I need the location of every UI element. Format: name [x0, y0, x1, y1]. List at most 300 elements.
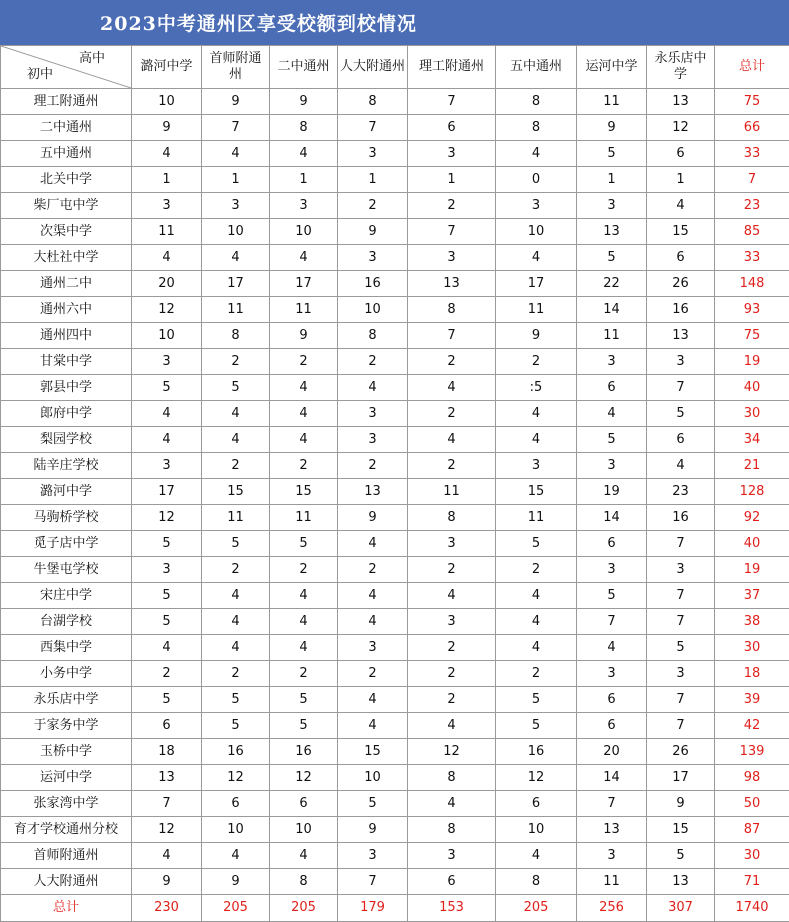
quota-cell: 12 — [647, 115, 715, 141]
row-total-cell: 30 — [715, 401, 789, 427]
quota-cell: 4 — [647, 453, 715, 479]
row-school-name: 觅子店中学 — [1, 531, 132, 557]
quota-cell: 10 — [132, 89, 202, 115]
corner-top-label: 高中 — [78, 51, 105, 66]
quota-cell: 11 — [577, 89, 647, 115]
quota-cell: 3 — [338, 843, 408, 869]
quota-cell: 13 — [132, 765, 202, 791]
row-school-name: 小务中学 — [1, 661, 132, 687]
quota-cell: 2 — [270, 453, 338, 479]
quota-cell: 5 — [577, 583, 647, 609]
quota-cell: 9 — [132, 869, 202, 895]
quota-cell: 5 — [132, 609, 202, 635]
quota-cell: 3 — [496, 453, 577, 479]
table-row — [1, 167, 789, 193]
quota-cell: 16 — [647, 297, 715, 323]
quota-cell: 9 — [496, 323, 577, 349]
quota-cell: 3 — [202, 193, 270, 219]
quota-cell: 1 — [408, 167, 496, 193]
quota-cell: 2 — [408, 557, 496, 583]
quota-cell: 7 — [338, 115, 408, 141]
row-total-cell: 40 — [715, 531, 789, 557]
row-school-name: 张家湾中学 — [1, 791, 132, 817]
row-total-cell: 23 — [715, 193, 789, 219]
row-school-name: 通州四中 — [1, 323, 132, 349]
quota-cell: 13 — [647, 869, 715, 895]
quota-cell: 15 — [202, 479, 270, 505]
quota-cell: 20 — [132, 271, 202, 297]
totals-cell: 153 — [408, 895, 496, 922]
quota-cell: 4 — [202, 245, 270, 271]
row-school-name: 永乐店中学 — [1, 687, 132, 713]
quota-cell: 4 — [338, 375, 408, 401]
quota-cell: 6 — [577, 687, 647, 713]
column-header: 潞河中学 — [132, 46, 202, 89]
quota-cell: 2 — [338, 453, 408, 479]
quota-cell: 7 — [408, 219, 496, 245]
column-header: 理工附通州 — [408, 46, 496, 89]
quota-cell: 4 — [338, 713, 408, 739]
column-header: 五中通州 — [496, 46, 577, 89]
quota-cell: 8 — [496, 115, 577, 141]
quota-cell: 4 — [338, 531, 408, 557]
quota-cell: 10 — [132, 323, 202, 349]
quota-cell: 11 — [496, 297, 577, 323]
quota-cell: 16 — [496, 739, 577, 765]
quota-cell: 1 — [132, 167, 202, 193]
row-school-name: 通州六中 — [1, 297, 132, 323]
quota-cell: 4 — [270, 843, 338, 869]
quota-cell: 10 — [202, 219, 270, 245]
row-school-name: 五中通州 — [1, 141, 132, 167]
quota-cell: 13 — [647, 89, 715, 115]
table-row — [1, 609, 789, 635]
row-school-name: 玉桥中学 — [1, 739, 132, 765]
quota-cell: 9 — [647, 791, 715, 817]
row-total-cell: 98 — [715, 765, 789, 791]
quota-cell: 7 — [647, 609, 715, 635]
quota-cell: 5 — [338, 791, 408, 817]
corner-cell — [1, 46, 132, 89]
quota-cell: 4 — [647, 193, 715, 219]
quota-cell: 5 — [132, 687, 202, 713]
quota-cell: 4 — [132, 635, 202, 661]
quota-cell: 13 — [408, 271, 496, 297]
quota-cell: 6 — [647, 141, 715, 167]
table-row — [1, 219, 789, 245]
quota-cell: 3 — [408, 531, 496, 557]
column-header: 首师附通州 — [202, 46, 270, 89]
quota-cell: 4 — [496, 609, 577, 635]
quota-cell: 13 — [577, 817, 647, 843]
row-total-cell: 85 — [715, 219, 789, 245]
quota-cell: 7 — [647, 687, 715, 713]
quota-cell: 4 — [270, 401, 338, 427]
table-row — [1, 271, 789, 297]
row-total-cell: 37 — [715, 583, 789, 609]
quota-cell: :5 — [496, 375, 577, 401]
table-row — [1, 531, 789, 557]
quota-cell: 4 — [132, 427, 202, 453]
quota-cell: 2 — [496, 661, 577, 687]
quota-cell: 8 — [270, 115, 338, 141]
quota-cell: 3 — [577, 193, 647, 219]
quota-cell: 7 — [577, 609, 647, 635]
table-row — [1, 817, 789, 843]
quota-cell: 4 — [270, 635, 338, 661]
quota-cell: 4 — [270, 141, 338, 167]
quota-cell: 9 — [270, 323, 338, 349]
quota-cell: 9 — [270, 89, 338, 115]
row-school-name: 首师附通州 — [1, 843, 132, 869]
row-total-cell: 128 — [715, 479, 789, 505]
corner-bottom-label: 初中 — [27, 67, 54, 82]
quota-cell: 20 — [577, 739, 647, 765]
quota-cell: 2 — [408, 193, 496, 219]
table-row — [1, 141, 789, 167]
quota-cell: 4 — [496, 583, 577, 609]
quota-cell: 7 — [647, 583, 715, 609]
quota-cell: 4 — [202, 583, 270, 609]
row-total-cell: 30 — [715, 843, 789, 869]
quota-cell: 2 — [496, 557, 577, 583]
row-school-name: 马驹桥学校 — [1, 505, 132, 531]
table-row — [1, 479, 789, 505]
quota-cell: 3 — [647, 557, 715, 583]
quota-cell: 13 — [647, 323, 715, 349]
quota-cell: 9 — [338, 219, 408, 245]
quota-cell: 8 — [270, 869, 338, 895]
quota-cell: 7 — [132, 791, 202, 817]
quota-cell: 6 — [496, 791, 577, 817]
quota-cell: 4 — [577, 635, 647, 661]
quota-cell: 12 — [132, 817, 202, 843]
quota-cell: 6 — [647, 427, 715, 453]
quota-cell: 3 — [132, 557, 202, 583]
quota-cell: 5 — [577, 245, 647, 271]
quota-cell: 7 — [647, 375, 715, 401]
quota-cell: 5 — [202, 531, 270, 557]
quota-cell: 6 — [577, 713, 647, 739]
diagonal-divider — [1, 46, 131, 88]
row-school-name: 台湖学校 — [1, 609, 132, 635]
quota-cell: 14 — [577, 765, 647, 791]
row-total-cell: 34 — [715, 427, 789, 453]
table-row — [1, 687, 789, 713]
quota-cell: 4 — [202, 427, 270, 453]
quota-cell: 0 — [496, 167, 577, 193]
row-total-cell: 148 — [715, 271, 789, 297]
row-school-name: 二中通州 — [1, 115, 132, 141]
row-total-cell: 33 — [715, 141, 789, 167]
row-school-name: 潞河中学 — [1, 479, 132, 505]
row-school-name: 北关中学 — [1, 167, 132, 193]
quota-cell: 4 — [338, 583, 408, 609]
row-total-cell: 19 — [715, 349, 789, 375]
quota-cell: 10 — [270, 817, 338, 843]
row-total-cell: 19 — [715, 557, 789, 583]
totals-cell: 179 — [338, 895, 408, 922]
quota-cell: 4 — [496, 141, 577, 167]
row-total-cell: 21 — [715, 453, 789, 479]
table-row — [1, 297, 789, 323]
quota-cell: 17 — [647, 765, 715, 791]
quota-cell: 2 — [408, 635, 496, 661]
quota-cell: 6 — [408, 115, 496, 141]
quota-cell: 3 — [338, 141, 408, 167]
quota-cell: 16 — [647, 505, 715, 531]
quota-cell: 7 — [647, 713, 715, 739]
row-school-name: 甘棠中学 — [1, 349, 132, 375]
quota-cell: 9 — [577, 115, 647, 141]
table-row — [1, 401, 789, 427]
table-row — [1, 635, 789, 661]
quota-cell: 3 — [338, 427, 408, 453]
table-row — [1, 869, 789, 895]
quota-cell: 4 — [338, 687, 408, 713]
row-school-name: 人大附通州 — [1, 869, 132, 895]
quota-cell: 4 — [270, 375, 338, 401]
quota-cell: 5 — [647, 635, 715, 661]
quota-cell: 12 — [132, 505, 202, 531]
quota-cell: 2 — [132, 661, 202, 687]
quota-cell: 19 — [577, 479, 647, 505]
quota-cell: 4 — [270, 427, 338, 453]
quota-cell: 3 — [338, 635, 408, 661]
quota-cell: 14 — [577, 297, 647, 323]
row-school-name: 理工附通州 — [1, 89, 132, 115]
quota-cell: 3 — [496, 193, 577, 219]
quota-cell: 11 — [577, 869, 647, 895]
quota-cell: 10 — [338, 297, 408, 323]
quota-cell: 9 — [202, 89, 270, 115]
quota-cell: 5 — [647, 401, 715, 427]
row-total-cell: 18 — [715, 661, 789, 687]
table-row — [1, 765, 789, 791]
table-row — [1, 453, 789, 479]
quota-cell: 15 — [647, 817, 715, 843]
table-row — [1, 427, 789, 453]
quota-cell: 4 — [408, 375, 496, 401]
quota-cell: 3 — [338, 245, 408, 271]
quota-cell: 5 — [132, 531, 202, 557]
quota-cell: 23 — [647, 479, 715, 505]
table-row — [1, 115, 789, 141]
row-school-name: 梨园学校 — [1, 427, 132, 453]
quota-cell: 6 — [132, 713, 202, 739]
quota-cell: 5 — [202, 375, 270, 401]
row-school-name: 宋庄中学 — [1, 583, 132, 609]
quota-cell: 7 — [408, 323, 496, 349]
quota-cell: 1 — [338, 167, 408, 193]
row-total-cell: 38 — [715, 609, 789, 635]
totals-cell: 256 — [577, 895, 647, 922]
quota-cell: 5 — [132, 375, 202, 401]
quota-cell: 8 — [408, 817, 496, 843]
quota-cell: 1 — [647, 167, 715, 193]
row-school-name: 通州二中 — [1, 271, 132, 297]
table-row — [1, 89, 789, 115]
table-row — [1, 323, 789, 349]
title-bar — [0, 0, 789, 45]
totals-row — [1, 895, 789, 922]
row-total-cell: 92 — [715, 505, 789, 531]
quota-cell: 3 — [132, 349, 202, 375]
quota-cell: 2 — [408, 349, 496, 375]
column-header: 永乐店中学 — [647, 46, 715, 89]
quota-cell: 3 — [408, 245, 496, 271]
column-header: 二中通州 — [270, 46, 338, 89]
quota-cell: 4 — [408, 791, 496, 817]
row-total-cell: 39 — [715, 687, 789, 713]
quota-cell: 6 — [270, 791, 338, 817]
quota-cell: 5 — [270, 713, 338, 739]
quota-cell: 3 — [270, 193, 338, 219]
quota-cell: 15 — [270, 479, 338, 505]
quota-cell: 11 — [270, 505, 338, 531]
quota-cell: 2 — [408, 453, 496, 479]
quota-cell: 3 — [408, 609, 496, 635]
quota-cell: 10 — [202, 817, 270, 843]
quota-cell: 11 — [202, 297, 270, 323]
quota-cell: 2 — [270, 349, 338, 375]
quota-cell: 5 — [577, 141, 647, 167]
quota-cell: 10 — [496, 817, 577, 843]
quota-cell: 9 — [132, 115, 202, 141]
quota-cell: 3 — [577, 661, 647, 687]
quota-cell: 4 — [408, 713, 496, 739]
row-total-cell: 33 — [715, 245, 789, 271]
row-total-cell: 7 — [715, 167, 789, 193]
quota-cell: 13 — [577, 219, 647, 245]
quota-cell: 17 — [132, 479, 202, 505]
row-total-cell: 87 — [715, 817, 789, 843]
quota-cell: 6 — [647, 245, 715, 271]
row-total-cell: 75 — [715, 89, 789, 115]
row-total-cell: 75 — [715, 323, 789, 349]
quota-cell: 5 — [132, 583, 202, 609]
quota-cell: 11 — [270, 297, 338, 323]
row-total-cell: 71 — [715, 869, 789, 895]
row-school-name: 柴厂屯中学 — [1, 193, 132, 219]
row-school-name: 次渠中学 — [1, 219, 132, 245]
quota-cell: 11 — [496, 505, 577, 531]
quota-cell: 5 — [270, 687, 338, 713]
quota-cell: 11 — [202, 505, 270, 531]
quota-cell: 2 — [496, 349, 577, 375]
quota-cell: 12 — [132, 297, 202, 323]
quota-cell: 4 — [132, 141, 202, 167]
quota-cell: 5 — [202, 713, 270, 739]
quota-cell: 15 — [496, 479, 577, 505]
table-row — [1, 245, 789, 271]
quota-cell: 5 — [496, 713, 577, 739]
quota-cell: 12 — [202, 765, 270, 791]
quota-cell: 6 — [577, 531, 647, 557]
quota-cell: 1 — [270, 167, 338, 193]
column-header: 运河中学 — [577, 46, 647, 89]
quota-cell: 2 — [408, 687, 496, 713]
quota-cell: 8 — [496, 89, 577, 115]
quota-cell: 2 — [202, 661, 270, 687]
quota-cell: 2 — [338, 661, 408, 687]
quota-cell: 4 — [132, 245, 202, 271]
quota-cell: 12 — [408, 739, 496, 765]
quota-cell: 4 — [496, 843, 577, 869]
quota-cell: 1 — [577, 167, 647, 193]
table-row — [1, 661, 789, 687]
quota-cell: 10 — [496, 219, 577, 245]
quota-cell: 11 — [408, 479, 496, 505]
quota-cell: 9 — [202, 869, 270, 895]
quota-cell: 8 — [202, 323, 270, 349]
quota-cell: 7 — [408, 89, 496, 115]
row-school-name: 陆辛庄学校 — [1, 453, 132, 479]
table-body — [1, 89, 789, 895]
totals-label: 总计 — [1, 895, 132, 922]
quota-cell: 11 — [132, 219, 202, 245]
quota-cell: 15 — [338, 739, 408, 765]
quota-cell: 2 — [338, 557, 408, 583]
quota-cell: 9 — [338, 505, 408, 531]
quota-cell: 4 — [408, 583, 496, 609]
quota-cell: 26 — [647, 739, 715, 765]
quota-cell: 8 — [496, 869, 577, 895]
quota-cell: 4 — [132, 401, 202, 427]
quota-cell: 18 — [132, 739, 202, 765]
quota-cell: 8 — [408, 297, 496, 323]
quota-cell: 6 — [202, 791, 270, 817]
quota-cell: 5 — [496, 687, 577, 713]
quota-cell: 4 — [270, 245, 338, 271]
quota-cell: 5 — [202, 687, 270, 713]
row-total-cell: 40 — [715, 375, 789, 401]
row-total-cell: 42 — [715, 713, 789, 739]
header-row — [1, 46, 789, 89]
row-school-name: 运河中学 — [1, 765, 132, 791]
quota-cell: 13 — [338, 479, 408, 505]
quota-cell: 22 — [577, 271, 647, 297]
quota-cell: 7 — [647, 531, 715, 557]
quota-cell: 5 — [496, 531, 577, 557]
quota-cell: 17 — [202, 271, 270, 297]
table-row — [1, 349, 789, 375]
quota-cell: 2 — [202, 453, 270, 479]
quota-cell: 4 — [132, 843, 202, 869]
quota-cell: 14 — [577, 505, 647, 531]
row-total-cell: 93 — [715, 297, 789, 323]
column-header: 人大附通州 — [338, 46, 408, 89]
table-row — [1, 583, 789, 609]
quota-cell: 3 — [577, 557, 647, 583]
quota-cell: 4 — [496, 245, 577, 271]
table-row — [1, 843, 789, 869]
quota-cell: 17 — [270, 271, 338, 297]
quota-cell: 12 — [270, 765, 338, 791]
quota-cell: 8 — [408, 765, 496, 791]
row-total-cell: 30 — [715, 635, 789, 661]
quota-cell: 5 — [647, 843, 715, 869]
quota-cell: 4 — [202, 141, 270, 167]
row-total-cell: 66 — [715, 115, 789, 141]
quota-table — [0, 45, 789, 922]
quota-cell: 4 — [496, 427, 577, 453]
quota-cell: 3 — [132, 193, 202, 219]
page-title: 2023中考通州区享受校额到校情况 — [100, 13, 417, 35]
quota-cell: 17 — [496, 271, 577, 297]
quota-cell: 3 — [408, 141, 496, 167]
totals-cell: 205 — [496, 895, 577, 922]
